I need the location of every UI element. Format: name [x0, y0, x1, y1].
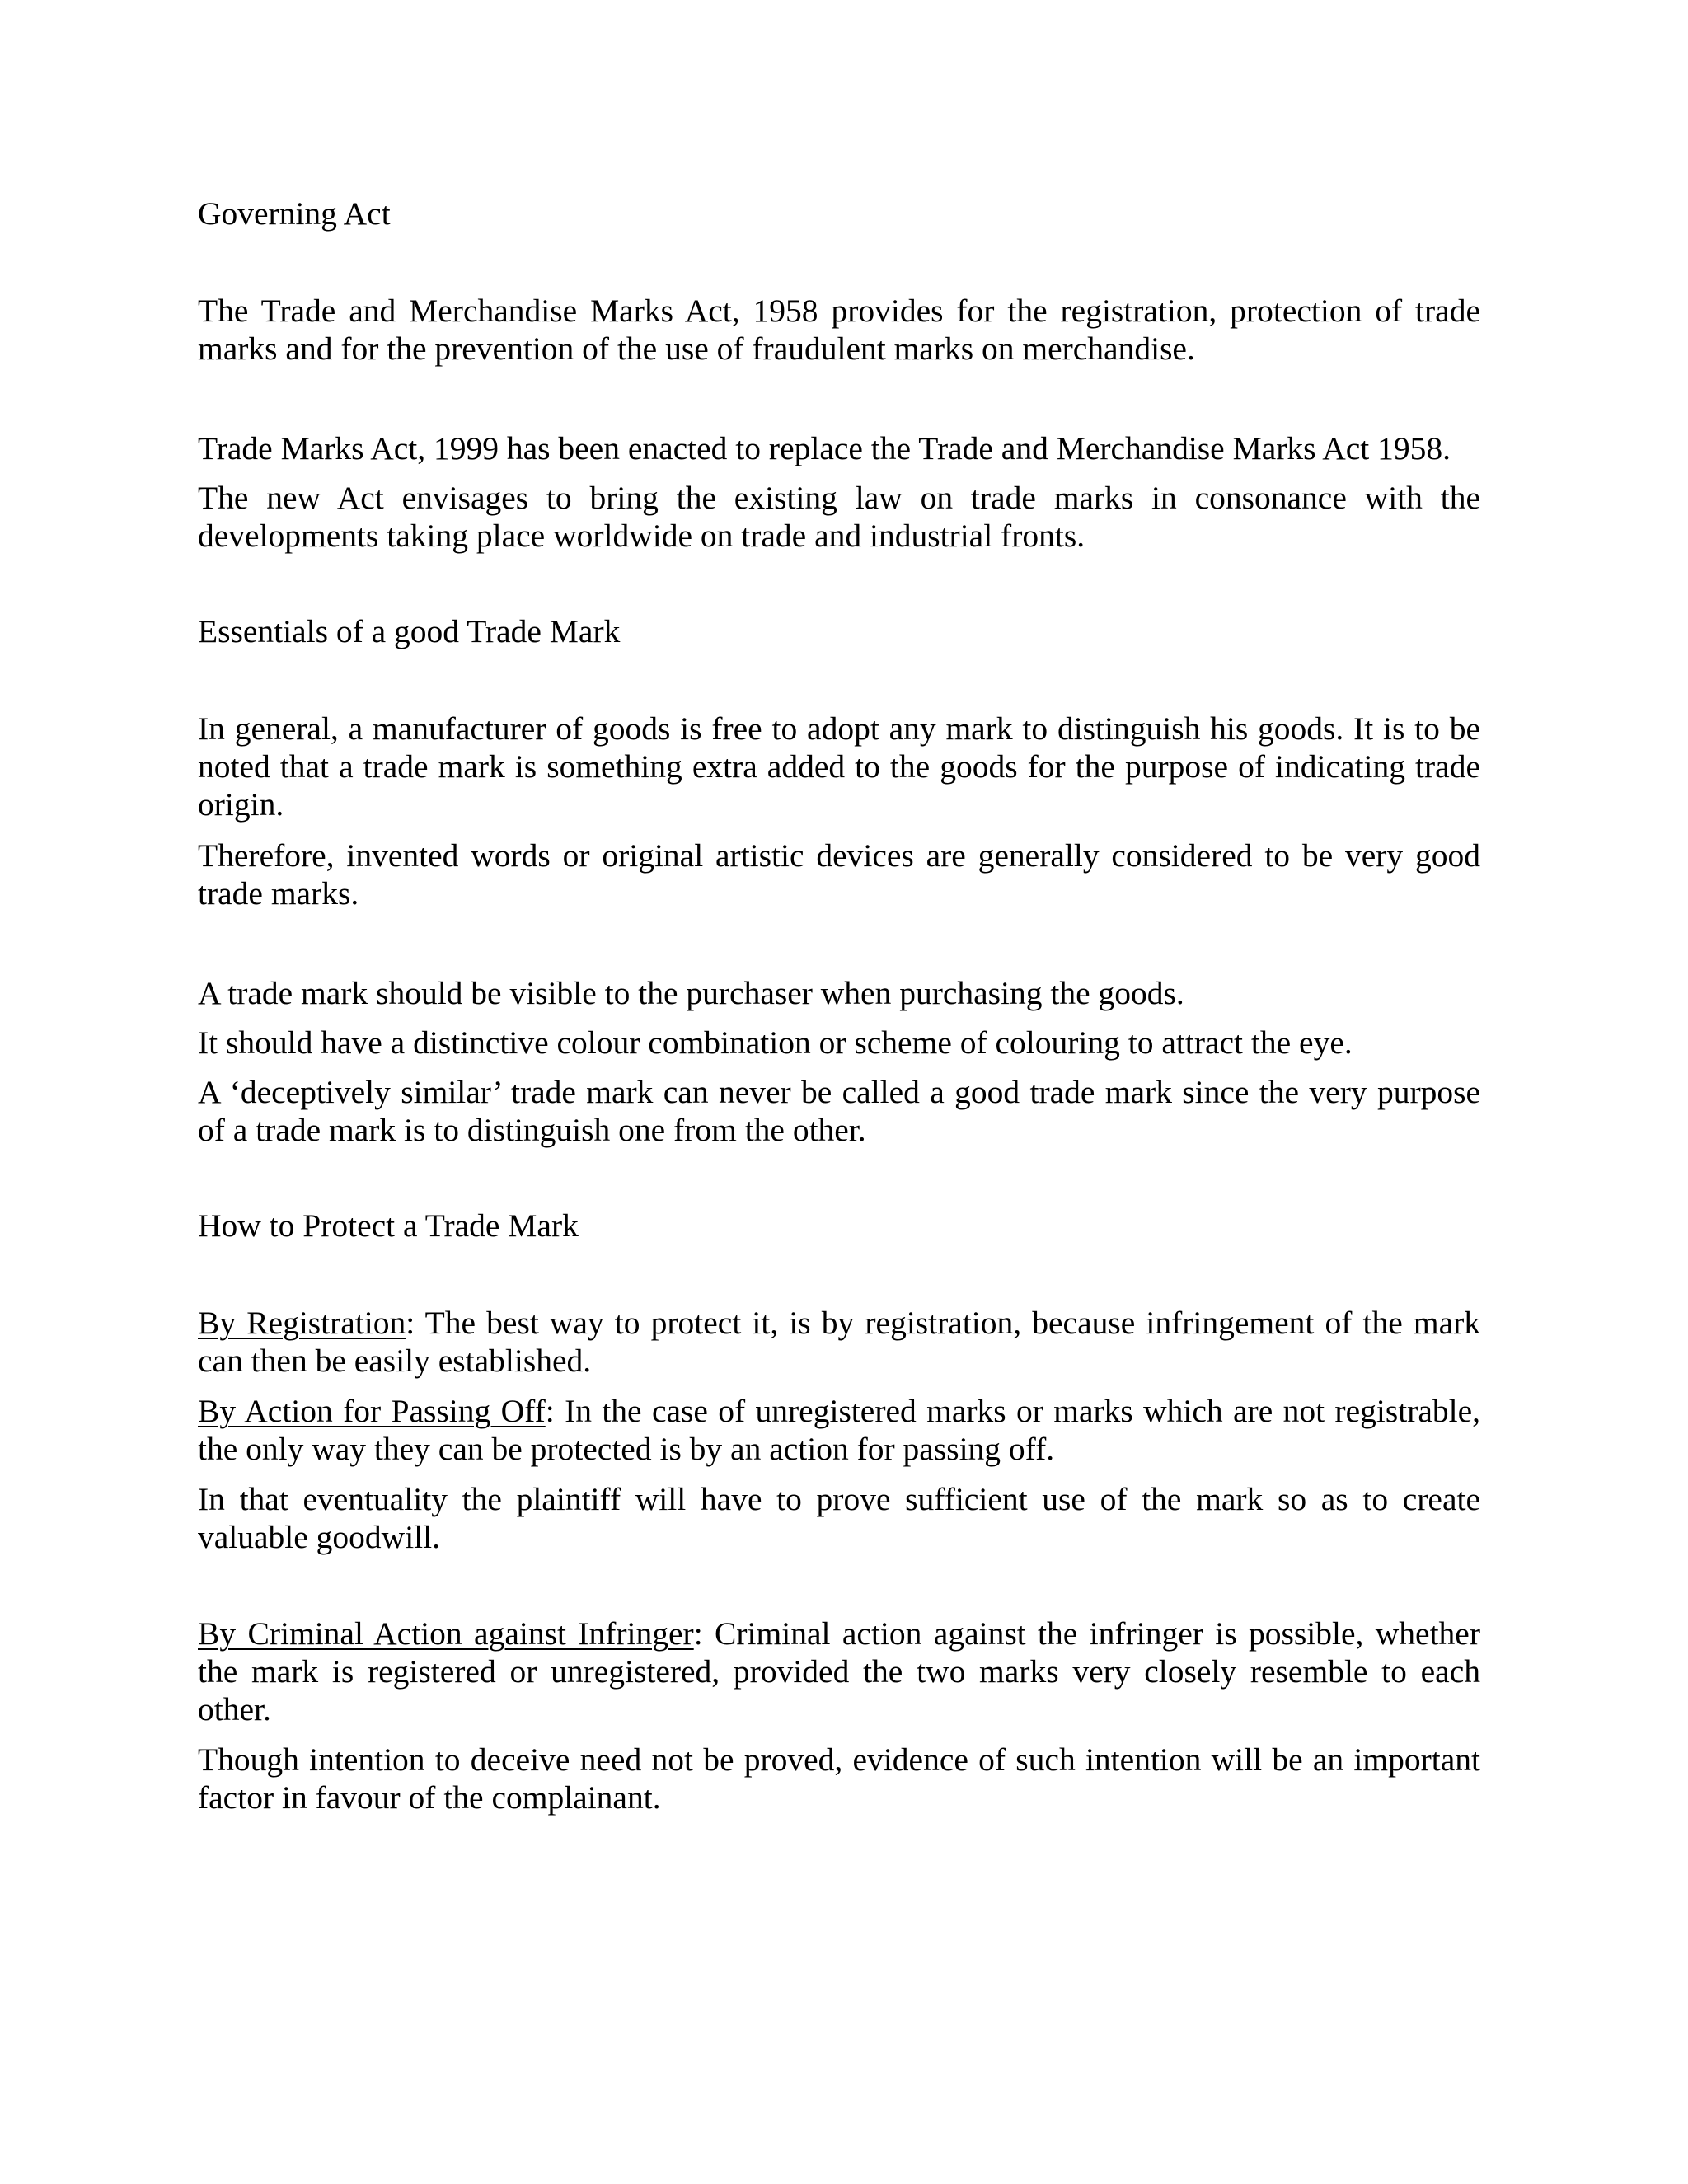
paragraph-passing-off	[198, 1392, 1480, 1468]
label-by-registration: By Registration	[198, 1305, 406, 1341]
paragraph-eventuality: In that eventuality the plaintiff will have to prove sufficient use of the mark so as to create valuable goodwill.	[198, 1481, 1480, 1555]
label-by-passing-off: By Action for Passing Off	[198, 1393, 546, 1429]
paragraph-new-act: The new Act envisages to bring the existing law on trade marks in consonance with the developments taking place worldwide on trade and industrial fronts.	[198, 480, 1480, 554]
paragraph-visible: A trade mark should be visible to the purchaser when purchasing the goods.	[198, 975, 1184, 1011]
paragraph-1958-act: The Trade and Merchandise Marks Act, 1958 provides for the registration, protection of trade marks and for the prevention of the use of fraudulent marks on merchandise.	[198, 293, 1480, 367]
heading-how-to-protect: How to Protect a Trade Mark	[198, 1207, 579, 1244]
paragraph-registration	[198, 1304, 1480, 1380]
text-by-registration: : The best way to protect it, is by registration, because infringement of the mark can then be easily established.	[198, 1305, 1480, 1379]
text-by-passing-off: : In the case of unregistered marks or marks which are not registrable, the only way they can be protected is by an action for passing off.	[198, 1393, 1480, 1467]
paragraph-colour: It should have a distinctive colour combination or scheme of colouring to attract the eye.	[198, 1024, 1353, 1061]
heading-essentials: Essentials of a good Trade Mark	[198, 613, 621, 649]
heading-governing-act: Governing Act	[198, 195, 391, 232]
label-by-criminal-action: By Criminal Action against Infringer	[198, 1615, 694, 1652]
paragraph-invented-words: Therefore, invented words or original artistic devices are generally considered to be very good trade marks.	[198, 837, 1480, 912]
paragraph-intention: Though intention to deceive need not be proved, evidence of such intention will be an important factor in favour of the complainant.	[198, 1741, 1480, 1816]
document-page	[198, 0, 1480, 2184]
paragraph-general-manufacturer: In general, a manufacturer of goods is free to adopt any mark to distinguish his goods. It is to be noted that a trade mark is something extra added to the goods for the purpose of indicating trade origin.	[198, 710, 1480, 823]
paragraph-criminal-action	[198, 1615, 1480, 1728]
paragraph-1999-act: Trade Marks Act, 1999 has been enacted to replace the Trade and Merchandise Marks Act 1958.	[198, 430, 1451, 466]
paragraph-deceptively-similar: A ‘deceptively similar’ trade mark can never be called a good trade mark since the very purpose of a trade mark is to distinguish one from the other.	[198, 1074, 1480, 1148]
text-by-criminal-action: : Criminal action against the infringer is possible, whether the mark is registered or unregistered, provided the two marks very closely resemble to each other.	[198, 1615, 1480, 1727]
